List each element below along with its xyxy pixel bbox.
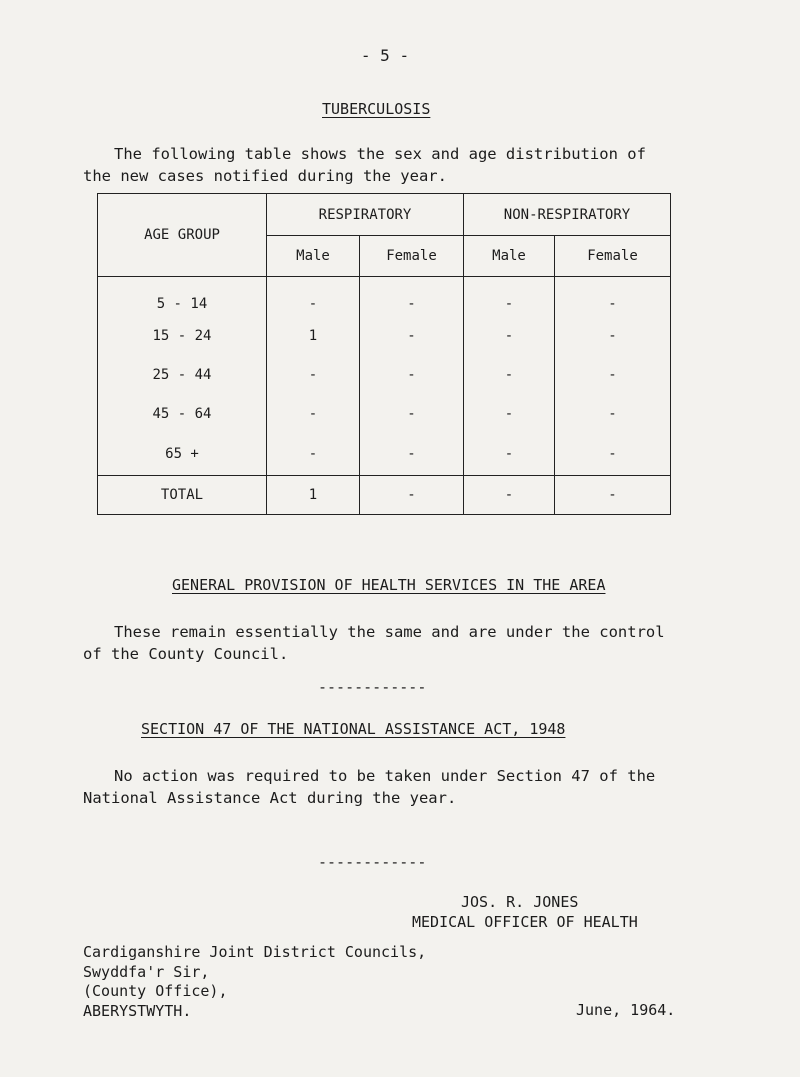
sub-header-nonresp-male: Male (464, 236, 555, 277)
address-line: (County Office), (83, 982, 228, 1000)
separator: ------------ (318, 678, 427, 696)
table-row (98, 277, 671, 317)
value-cell: - (555, 316, 671, 355)
value-cell: - (267, 394, 360, 433)
paragraph-line: National Assistance Act during the year. (83, 789, 457, 807)
age-group-header: AGE GROUP (98, 194, 267, 277)
value-cell: - (555, 355, 671, 394)
value-cell: - (555, 394, 671, 433)
sub-header-nonresp-female: Female (555, 236, 671, 277)
address-block (83, 943, 426, 1021)
signatory-title: MEDICAL OFFICER OF HEALTH (412, 913, 638, 931)
value-cell: - (267, 355, 360, 394)
page-number: - 5 - (360, 46, 410, 65)
table-row (98, 433, 671, 476)
sub-header-resp-male: Male (267, 236, 360, 277)
age-cell: 65 + (98, 433, 267, 476)
separator: ------------ (318, 853, 427, 871)
intro-line: The following table shows the sex and age distribution of (114, 145, 646, 163)
paragraph-line: of the County Council. (83, 645, 289, 663)
value-cell: - (267, 277, 360, 317)
value-cell: - (555, 433, 671, 476)
value-cell: - (464, 355, 555, 394)
section-heading-general-provision: GENERAL PROVISION OF HEALTH SERVICES IN THE AREA (172, 576, 606, 594)
value-cell: - (555, 277, 671, 317)
address-line: ABERYSTWYTH. (83, 1001, 192, 1020)
value-cell: - (464, 277, 555, 317)
value-cell: - (464, 394, 555, 433)
report-date: June, 1964. (576, 1001, 676, 1019)
address-line: Cardiganshire Joint District Councils, (83, 943, 427, 961)
total-label: TOTAL (98, 476, 267, 515)
age-cell: 45 - 64 (98, 394, 267, 433)
total-cell: 1 (267, 476, 360, 515)
value-cell: - (360, 355, 464, 394)
paragraph-line: No action was required to be taken under Section 47 of the (114, 767, 656, 785)
address-line: Swyddfa'r Sir, (83, 962, 210, 981)
total-row (98, 476, 671, 515)
sub-header-resp-female: Female (360, 236, 464, 277)
section-heading-national-assistance: SECTION 47 OF THE NATIONAL ASSISTANCE ACT, 1948 (141, 720, 566, 738)
value-cell: - (360, 277, 464, 317)
national-assistance-paragraph (83, 765, 655, 809)
respiratory-header: RESPIRATORY (267, 194, 464, 236)
value-cell: 1 (267, 316, 360, 355)
paragraph-line: These remain essentially the same and are under the control (114, 623, 665, 641)
total-cell: - (555, 476, 671, 515)
table-row (98, 394, 671, 433)
value-cell: - (267, 433, 360, 476)
intro-line: the new cases notified during the year. (83, 167, 447, 185)
age-cell: 15 - 24 (98, 316, 267, 355)
age-cell: 25 - 44 (98, 355, 267, 394)
age-cell: 5 - 14 (98, 277, 267, 317)
table-row (98, 316, 671, 355)
page-title: TUBERCULOSIS (322, 100, 431, 118)
tb-distribution-table (97, 193, 671, 515)
total-cell: - (360, 476, 464, 515)
total-cell: - (464, 476, 555, 515)
value-cell: - (360, 316, 464, 355)
value-cell: - (360, 394, 464, 433)
value-cell: - (464, 316, 555, 355)
intro-paragraph (83, 143, 646, 187)
value-cell: - (464, 433, 555, 476)
value-cell: - (360, 433, 464, 476)
non-respiratory-header: NON-RESPIRATORY (464, 194, 671, 236)
general-provision-paragraph (83, 621, 665, 665)
table-row (98, 355, 671, 394)
signatory-name: JOS. R. JONES (461, 893, 579, 911)
